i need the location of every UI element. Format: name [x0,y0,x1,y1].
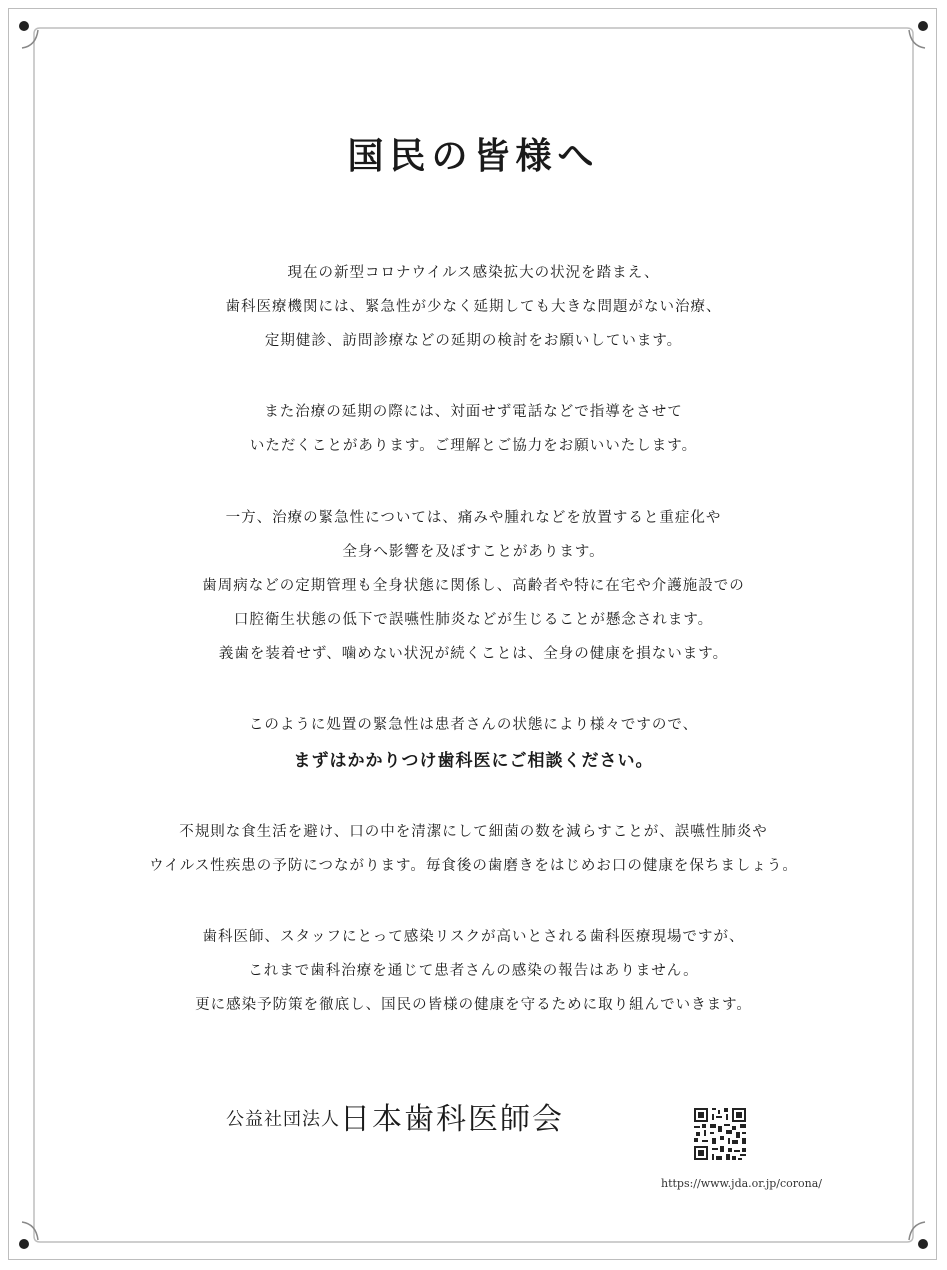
paragraph-oral-care [60,815,887,883]
org-prefix: 公益社団法人 [226,1109,340,1130]
emphasis-line: まずはかかりつけ歯科医にご相談ください。 [293,751,654,771]
paragraph-consult [60,708,887,780]
text-line: 一方、治療の緊急性については、痛みや腫れなどを放置すると重症化や [225,510,722,526]
reference-url[interactable]: https://www.jda.or.jp/corona/ [660,1177,822,1190]
text-line: 口腔衛生状態の低下で誤嚥性肺炎などが生じることが懸念されます。 [233,612,714,628]
text-line: これまで歯科治療を通じて患者さんの感染の報告はありません。 [248,963,699,979]
text-line: 更に感染予防策を徹底し、国民の皆様の健康を守るために取り組んでいきます。 [195,997,752,1013]
text-line: このように処置の緊急性は患者さんの状態により様々ですので、 [248,717,699,733]
text-line: 義歯を装着せず、噛めない状況が続くことは、全身の健康を損ないます。 [218,646,729,662]
notice-body [60,0,887,1270]
org-name: 日本歯科医師会 [340,1102,564,1137]
text-line: 歯科医師、スタッフにとって感染リスクが高いとされる歯科医療現場ですが、 [202,929,745,945]
paragraph-phone-guidance [60,395,887,463]
qr-code-icon[interactable] [692,1106,748,1162]
paragraph-infection-control [60,920,887,1022]
text-line: 不規則な食生活を避け、口の中を清潔にして細菌の数を減らすことが、誤嚥性肺炎や [179,824,768,840]
text-line: 歯周病などの定期管理も全身状態に関係し、高齢者や特に在宅や介護施設での [202,578,745,594]
text-line: 現在の新型コロナウイルス感染拡大の状況を踏まえ、 [287,265,660,281]
text-line: いただくことがあります。ご理解とご協力をお願いいたします。 [249,438,698,454]
text-line: 定期健診、訪問診療などの延期の検討をお願いしています。 [264,333,683,349]
text-line: また治療の延期の際には、対面せず電話などで指導をさせて [264,404,683,420]
paragraph-urgency [60,501,887,671]
text-line: 全身へ影響を及ぼすことがあります。 [342,544,605,560]
notice-title: 国民の皆様へ [347,135,600,177]
text-line: 歯科医療機関には、緊急性が少なく延期しても大きな問題がない治療、 [225,299,722,315]
paragraph-postponement [60,256,887,358]
text-line: ウイルス性疾患の予防につながります。毎食後の歯磨きをはじめお口の健康を保ちましょう。 [149,858,798,874]
organization-signature [226,1100,564,1150]
